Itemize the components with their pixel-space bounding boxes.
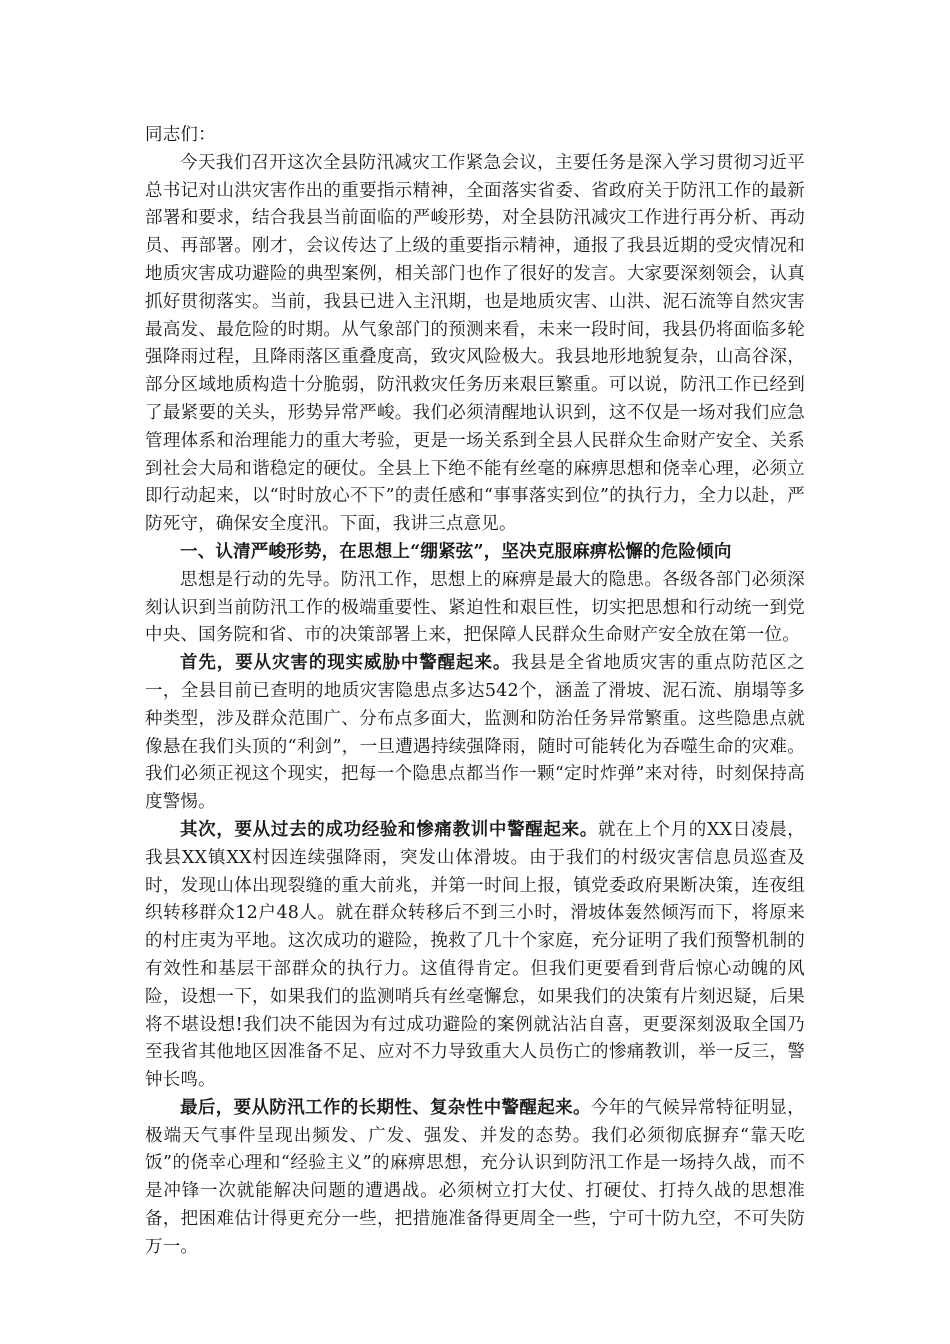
point-1-body: 我县是全省地质灾害的重点防范区之一，全县目前已查明的地质灾害隐患点多达542个，涵盖了滑坡、泥石流、崩塌等多种类型，涉及群众范围广、分布点多面大，监测和防治任务异常繁重。这些隐患点就像悬在我们头顶的“利剑”，一旦遭遇持续强降雨，随时可能转化为吞噬生命的灾难。我们必须正视这个现实，把每一个隐患点都当作一颗“定时炸弹”来对待，时刻保持高度警惕。 [145, 653, 805, 813]
section-heading-1: 一、认清严峻形势，在思想上“绷紧弦”，坚决克服麻痹松懈的危险倾向 [180, 541, 732, 562]
point-1-lead: 首先，要从灾害的现实威胁中警醒起来。 [180, 653, 512, 674]
intro-paragraph: 今天我们召开这次全县防汛减灾工作紧急会议，主要任务是深入学习贯彻习近平总书记对山洪灾害作出的重要指示精神，全面落实省委、省政府关于防汛工作的最新部署和要求，结合我县当前面临的严峻形势，对全县防汛减灾工作进行再分析、再动员、再部署。刚才，会议传达了上级的重要指示精神，通报了我县近期的受灾情况和地质灾害成功避险的典型案例，相关部门也作了很好的发言。大家要深刻领会，认真抓好贯彻落实。当前，我县已进入主汛期，也是地质灾害、山洪、泥石流等自然灾害最高发、最危险的时期。从气象部门的预测来看，未来一段时间，我县仍将面临多轮强降雨过程，且降雨落区重叠度高，致灾风险极大。我县地形地貌复杂，山高谷深，部分区域地质构造十分脆弱，防汛救灾任务历来艰巨繁重。可以说，防汛工作已经到了最紧要的关头，形势异常严峻。我们必须清醒地认识到，这不仅是一场对我们应急管理体系和治理能力的重大考验，更是一场关系到全县人民群众生命财产安全、关系到社会大局和谐稳定的硬仗。全县上下绝不能有丝毫的麻痹思想和侥幸心理，必须立即行动起来，以“时时放心不下”的责任感和“事事落实到位”的执行力，全力以赴，严防死守，确保安全度汛。下面，我讲三点意见。 [145, 152, 805, 535]
section-1-paragraph: 思想是行动的先导。防汛工作，思想上的麻痹是最大的隐患。各级各部门必须深刻认识到当前防汛工作的极端重要性、紧迫性和艰巨性，切实把思想和行动统一到党中央、国务院和省、市的决策部署上来，把保障人民群众生命财产安全放在第一位。 [145, 569, 805, 646]
point-3-paragraph [145, 1095, 805, 1262]
point-2-body: 就在上个月的XX日凌晨，我县XX镇XX村因连续强降雨，突发山体滑坡。由于我们的村级灾害信息员巡查及时，发现山体出现裂缝的重大前兆，并第一时间上报，镇党委政府果断决策，连夜组织转移群众12户48人。就在群众转移后不到三小时，滑坡体轰然倾泻而下，将原来的村庄夷为平地。这次成功的避险，挽救了几十个家庭，充分证明了我们预警机制的有效性和基层干部群众的执行力。这值得肯定。但我们更要看到背后惊心动魄的风险，设想一下，如果我们的监测哨兵有丝毫懈怠，如果我们的决策有片刻迟疑，后果将不堪设想!我们决不能因为有过成功避险的案例就沾沾自喜，更要深刻汲取全国乃至我省其他地区因准备不足、应对不力导致重大人员伤亡的惨痛教训，举一反三，警钟长鸣。 [145, 819, 805, 1091]
point-3-lead: 最后，要从防汛工作的长期性、复杂性中警醒起来。 [180, 1097, 591, 1118]
salutation: 同志们： [145, 125, 216, 145]
point-2-lead: 其次，要从过去的成功经验和惨痛教训中警醒起来。 [180, 819, 598, 840]
speech-body [145, 122, 805, 1262]
point-1-paragraph [145, 650, 805, 817]
point-2-paragraph [145, 817, 805, 1095]
point-3-body: 今年的气候异常特征明显，极端天气事件呈现出频发、广发、强发、并发的态势。我们必须彻底摒弃“靠天吃饭”的侥幸心理和“经验主义”的麻痹思想，充分认识到防汛工作是一场持久战，而不是冲锋一次就能解决问题的遭遇战。必须树立打大仗、打硬仗、打持久战的思想准备，把困难估计得更充分一些，把措施准备得更周全一些，宁可十防九空，不可失防万一。 [145, 1097, 805, 1257]
